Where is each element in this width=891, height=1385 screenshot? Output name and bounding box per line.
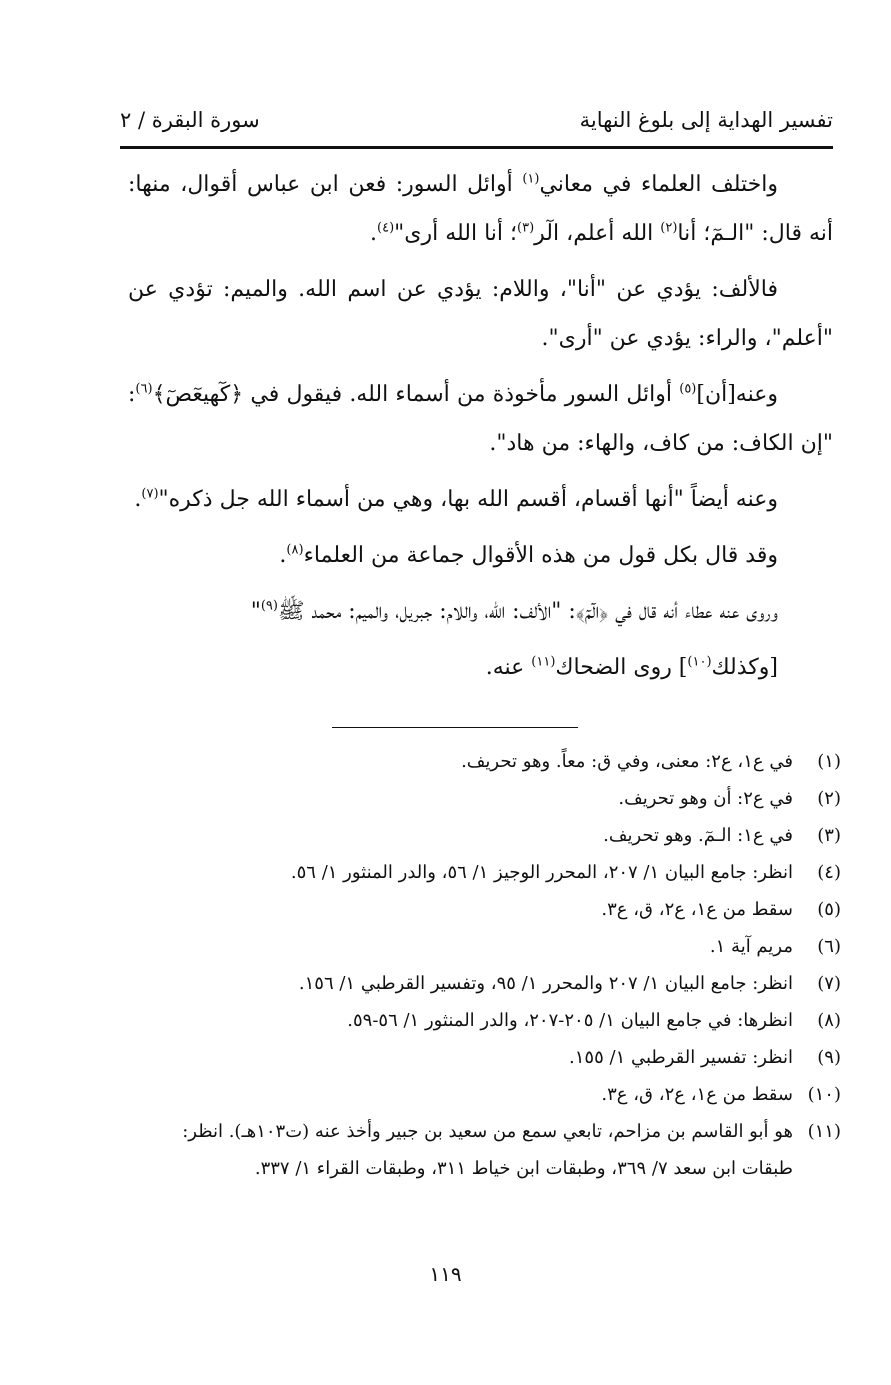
page-number: ١١٩ [429,1262,462,1286]
paragraph-6 [128,587,833,636]
footnote-4 [128,854,841,891]
book-title: تفسير الهداية إلى بلوغ النهاية [579,108,833,132]
footnote-marker: (٥) [679,381,697,397]
footnote-number: (٣) [817,825,841,846]
text-run: وروى عنه عطاء أنه قال في ﴿الٓمٓ﴾: "الألف: الله، واللام: جبريل، والميم: محمد ﷺ [277,599,778,624]
footnote-marker: (٨) [286,542,304,558]
paragraph-5 [128,531,833,580]
text-run: . [370,221,377,246]
text-run: واختلف العلماء في معاني [539,172,778,197]
text-run: . [279,543,287,568]
footnote-marker: (٧) [141,486,159,502]
footnote-number: (٨) [817,1010,841,1031]
footnote-text: انظر: جامع البيان ١/ ٢٠٧، المحرر الوجيز ١/ ٥٦، والدر المنثور ١/ ٥٦. [290,862,793,883]
footnote-marker: (٣) [517,220,535,236]
footnote-number: (١٠) [807,1084,841,1105]
footnote-9 [128,1039,841,1076]
paragraph-3 [128,370,833,468]
footnote-number: (٥) [817,899,841,920]
footnote-text: في ع٢: أن وهو تحريف. [618,788,793,809]
footnote-text: مريم آية ١. [709,936,793,957]
footnote-number: (٧) [817,973,841,994]
footnote-number: (٤) [817,862,841,883]
footnote-marker: (١٠) [687,654,712,670]
footnote-text: في ع١، ع٢: معنى، وفي ق: معاً. وهو تحريف. [461,751,793,772]
running-header [120,104,833,144]
footnote-separator [332,727,578,728]
footnote-number: (٦) [817,936,841,957]
footnote-text: انظر: جامع البيان ١/ ٢٠٧ والمحرر ١/ ٩٥، وتفسير القرطبي ١/ ١٥٦. [298,973,793,994]
paragraph-4 [128,475,833,524]
footnote-10 [128,1076,841,1113]
text-run: ] روى الضحاك [555,655,688,680]
text-run: [وكذلك [711,655,778,680]
main-text [128,160,833,699]
paragraph-1 [128,160,833,258]
text-run: أوائل السور: فعن ابن عباس أقوال، منها: أنه قال: "الـمٓ؛ أنا [128,172,833,246]
footnote-number: (١١) [807,1121,841,1142]
text-run: : "إن الكاف: من كاف، والهاء: من هاد". [128,382,833,456]
footnote-text: سقط من ع١، ع٢، ق، ع٣. [601,899,793,920]
text-run: عنه. [485,655,532,680]
text-run: الله أعلم، الٓر [534,221,661,246]
footnote-text: هو أبو القاسم بن مزاحم، تابعي سمع من سعيد بن جبير وأخذ عنه (ت١٠٣هـ). انظر: طبقات ابن سعد ٧/ ٣٦٩، وطبقات ابن خياط ٣١١، وطبقات القراء ١/ ٣٣٧. [182,1121,793,1179]
footnote-number: (١) [817,751,841,772]
footnotes [128,743,841,1187]
footnote-1 [128,743,841,780]
footnote-3 [128,817,841,854]
footnote-marker: (١) [522,171,540,187]
footnote-7 [128,965,841,1002]
header-rule [120,146,833,149]
footnote-8 [128,1002,841,1039]
text-run: . [134,487,142,512]
footnote-5 [128,891,841,928]
footnote-marker: (٩) [260,598,278,614]
footnote-text: سقط من ع١، ع٢، ق، ع٣. [601,1084,793,1105]
footnote-marker: (٦) [135,381,153,397]
surah-label: سورة البقرة / ٢ [120,108,260,132]
text-run: وقد قال بكل قول من هذه الأقوال جماعة من العلماء [303,543,778,568]
footnote-2 [128,780,841,817]
footnote-text: في ع١: الـمٓ. وهو تحريف. [603,825,793,846]
text-run: " [250,599,261,624]
text-run: أوائل السور مأخوذة من أسماء الله. فيقول في ﴿كٓهيعٓصٓ﴾ [152,382,680,407]
footnote-marker: (٤) [377,220,395,236]
paragraph-2 [128,265,833,363]
paragraph-7 [128,643,833,692]
footnote-marker: (١١) [531,654,556,670]
footnote-text: انظرها: في جامع البيان ١/ ٢٠٥-٢٠٧، والدر المنثور ١/ ٥٦-٥٩. [347,1010,793,1031]
footnote-number: (٩) [817,1047,841,1068]
footnote-marker: (٢) [660,220,678,236]
footnote-text: انظر: تفسير القرطبي ١/ ١٥٥. [569,1047,793,1068]
text-run: وعنه أيضاً "أنها أقسام، أقسم الله بها، وهي من أسماء الله جل ذكره" [158,487,778,512]
footnote-11 [128,1113,841,1187]
footnote-6 [128,928,841,965]
text-run: فالألف: يؤدي عن "أنا"، واللام: يؤدي عن اسم الله. والميم: تؤدي عن "أعلم"، والراء: يؤدي عن "أرى". [128,277,833,351]
text-run: ؛ أنا الله أرى" [394,221,518,246]
footnote-number: (٢) [817,788,841,809]
text-run: وعنه[أن] [696,382,778,407]
